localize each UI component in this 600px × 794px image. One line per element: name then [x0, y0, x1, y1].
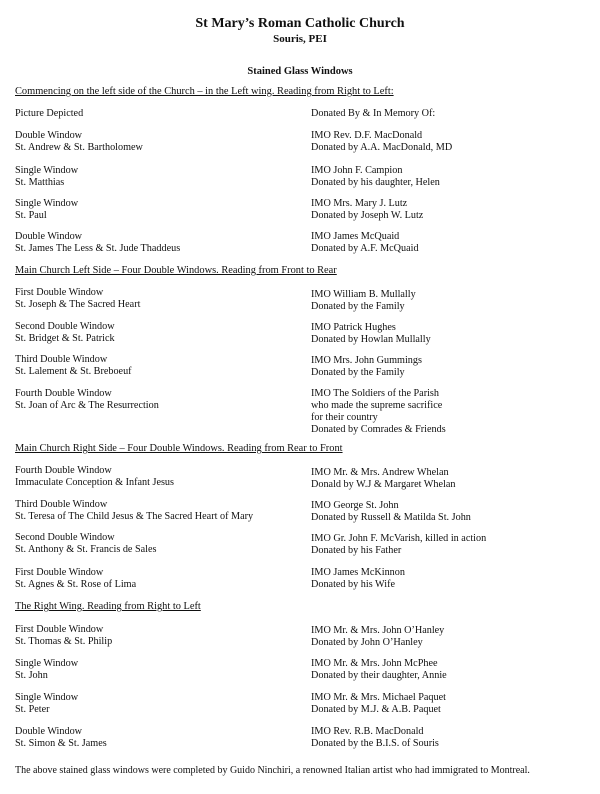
window-saints: St. Thomas & St. Philip	[15, 636, 113, 647]
window-entry	[15, 231, 305, 255]
window-type: First Double Window	[15, 567, 104, 578]
section-heading: Main Church Right Side – Four Double Windows. Reading from Rear to Front	[15, 443, 343, 454]
window-entry	[15, 624, 305, 648]
window-saints: St. Matthias	[15, 177, 65, 188]
donor-line: Donated by his Father	[311, 545, 402, 556]
window-saints: Immaculate Conception & Infant Jesus	[15, 477, 174, 488]
window-type: Second Double Window	[15, 321, 115, 332]
window-saints: St. Andrew & St. Bartholomew	[15, 142, 143, 153]
donor-entry	[311, 625, 596, 649]
donor-line: IMO Mr. & Mrs. John O’Hanley	[311, 625, 445, 636]
window-type: First Double Window	[15, 624, 104, 635]
document-subtitle: Stained Glass Windows	[247, 66, 353, 77]
donor-line: IMO Gr. John F. McVarish, killed in action	[311, 533, 487, 544]
window-type: Second Double Window	[15, 532, 115, 543]
window-entry	[15, 726, 305, 750]
window-type: Single Window	[15, 165, 79, 176]
window-saints: St. Lalement & St. Breboeuf	[15, 366, 132, 377]
donor-line: Donated by John O’Hanley	[311, 637, 423, 648]
donor-line: IMO James McKinnon	[311, 567, 405, 578]
window-saints: St. Teresa of The Child Jesus & The Sacred Heart of Mary	[15, 511, 254, 522]
donor-line: IMO Rev. R.B. MacDonald	[311, 726, 424, 737]
section-heading: Commencing on the left side of the Church – in the Left wing. Reading from Right to Left:	[15, 86, 394, 97]
donor-entry	[311, 533, 596, 557]
window-saints: St. Joan of Arc & The Resurrection	[15, 400, 159, 411]
window-entry	[15, 198, 305, 222]
window-entry	[15, 287, 305, 311]
donor-line: Donated by the Family	[311, 301, 405, 312]
donor-line: Donald by W.J & Margaret Whelan	[311, 479, 456, 490]
church-location: Souris, PEI	[273, 33, 327, 45]
donor-line: IMO The Soldiers of the Parish	[311, 388, 439, 399]
donor-line: IMO Mrs. Mary J. Lutz	[311, 198, 408, 209]
donor-line: IMO James McQuaid	[311, 231, 400, 242]
window-type: Third Double Window	[15, 354, 108, 365]
donor-entry	[311, 322, 596, 346]
donor-line: IMO Mr. & Mrs. Andrew Whelan	[311, 467, 449, 478]
donor-line: IMO Mrs. John Gummings	[311, 355, 422, 366]
donor-line: Donated by his daughter, Helen	[311, 177, 440, 188]
donor-line: Donated by their daughter, Annie	[311, 670, 447, 681]
window-entry	[15, 692, 305, 716]
donor-line: Donated by the Family	[311, 367, 405, 378]
donor-entry	[311, 567, 596, 591]
window-type: Double Window	[15, 231, 83, 242]
donor-line: IMO John F. Campion	[311, 165, 403, 176]
section-heading: Main Church Left Side – Four Double Windows. Reading from Front to Rear	[15, 265, 337, 276]
window-entry	[15, 130, 305, 154]
donor-line: IMO William B. Mullally	[311, 289, 416, 300]
window-type: Single Window	[15, 692, 79, 703]
donor-entry	[311, 726, 596, 750]
window-saints: St. Agnes & St. Rose of Lima	[15, 579, 137, 590]
donor-line: IMO Mr. & Mrs. John McPhee	[311, 658, 438, 669]
window-type: Fourth Double Window	[15, 465, 112, 476]
donor-entry	[311, 388, 596, 436]
donor-entry	[311, 289, 596, 313]
window-entry	[15, 532, 305, 556]
donor-line: Donated by M.J. & A.B. Paquet	[311, 704, 441, 715]
donor-line: Donated by A.F. McQuaid	[311, 243, 419, 254]
window-type: First Double Window	[15, 287, 104, 298]
donor-line: IMO George St. John	[311, 500, 399, 511]
donor-entry	[311, 692, 596, 716]
window-entry	[15, 567, 305, 591]
section-heading: The Right Wing. Reading from Right to Left	[15, 601, 201, 612]
donor-entry	[311, 658, 596, 682]
donor-entry	[311, 198, 596, 222]
window-type: Double Window	[15, 726, 83, 737]
window-type: Fourth Double Window	[15, 388, 112, 399]
window-saints: St. Anthony & St. Francis de Sales	[15, 544, 157, 555]
donor-line: IMO Mr. & Mrs. Michael Paquet	[311, 692, 446, 703]
window-saints: St. Joseph & The Sacred Heart	[15, 299, 141, 310]
window-entry	[15, 388, 305, 412]
donor-line: for their country	[311, 412, 378, 423]
donor-line: Donated by the B.I.S. of Souris	[311, 738, 439, 749]
donor-line: Donated by Howlan Mullally	[311, 334, 431, 345]
footer-note: The above stained glass windows were completed by Guido Ninchiri, a renowned Italian artist who had immigrated to Montreal.	[15, 765, 530, 776]
donor-entry	[311, 130, 596, 154]
donor-line: who made the supreme sacrifice	[311, 400, 443, 411]
window-entry	[15, 321, 305, 345]
donor-line: Donated by Russell & Matilda St. John	[311, 512, 471, 523]
window-type: Single Window	[15, 658, 79, 669]
window-type: Single Window	[15, 198, 79, 209]
window-saints: St. Simon & St. James	[15, 738, 107, 749]
donor-line: IMO Rev. D.F. MacDonald	[311, 130, 423, 141]
donor-entry	[311, 231, 596, 255]
donor-line: Donated by A.A. MacDonald, MD	[311, 142, 453, 153]
window-entry	[15, 465, 305, 489]
donor-line: Donated by Comrades & Friends	[311, 424, 446, 435]
donor-entry	[311, 355, 596, 379]
window-entry	[15, 354, 305, 378]
donor-line: Donated by his Wife	[311, 579, 395, 590]
window-type: Double Window	[15, 130, 83, 141]
column-header-picture: Picture Depicted	[15, 108, 84, 119]
window-type: Third Double Window	[15, 499, 108, 510]
donor-entry	[311, 500, 596, 524]
window-saints: St. John	[15, 670, 48, 681]
window-saints: St. James The Less & St. Jude Thaddeus	[15, 243, 181, 254]
window-saints: St. Peter	[15, 704, 50, 715]
window-entry	[15, 658, 305, 682]
column-header-donor: Donated By & In Memory Of:	[311, 108, 436, 119]
donor-line: IMO Patrick Hughes	[311, 322, 396, 333]
donor-line: Donated by Joseph W. Lutz	[311, 210, 424, 221]
window-saints: St. Bridget & St. Patrick	[15, 333, 115, 344]
donor-entry	[311, 165, 596, 189]
window-entry	[15, 499, 305, 523]
window-saints: St. Paul	[15, 210, 47, 221]
window-entry	[15, 165, 305, 189]
donor-entry	[311, 467, 596, 491]
church-title: St Mary’s Roman Catholic Church	[195, 16, 405, 31]
